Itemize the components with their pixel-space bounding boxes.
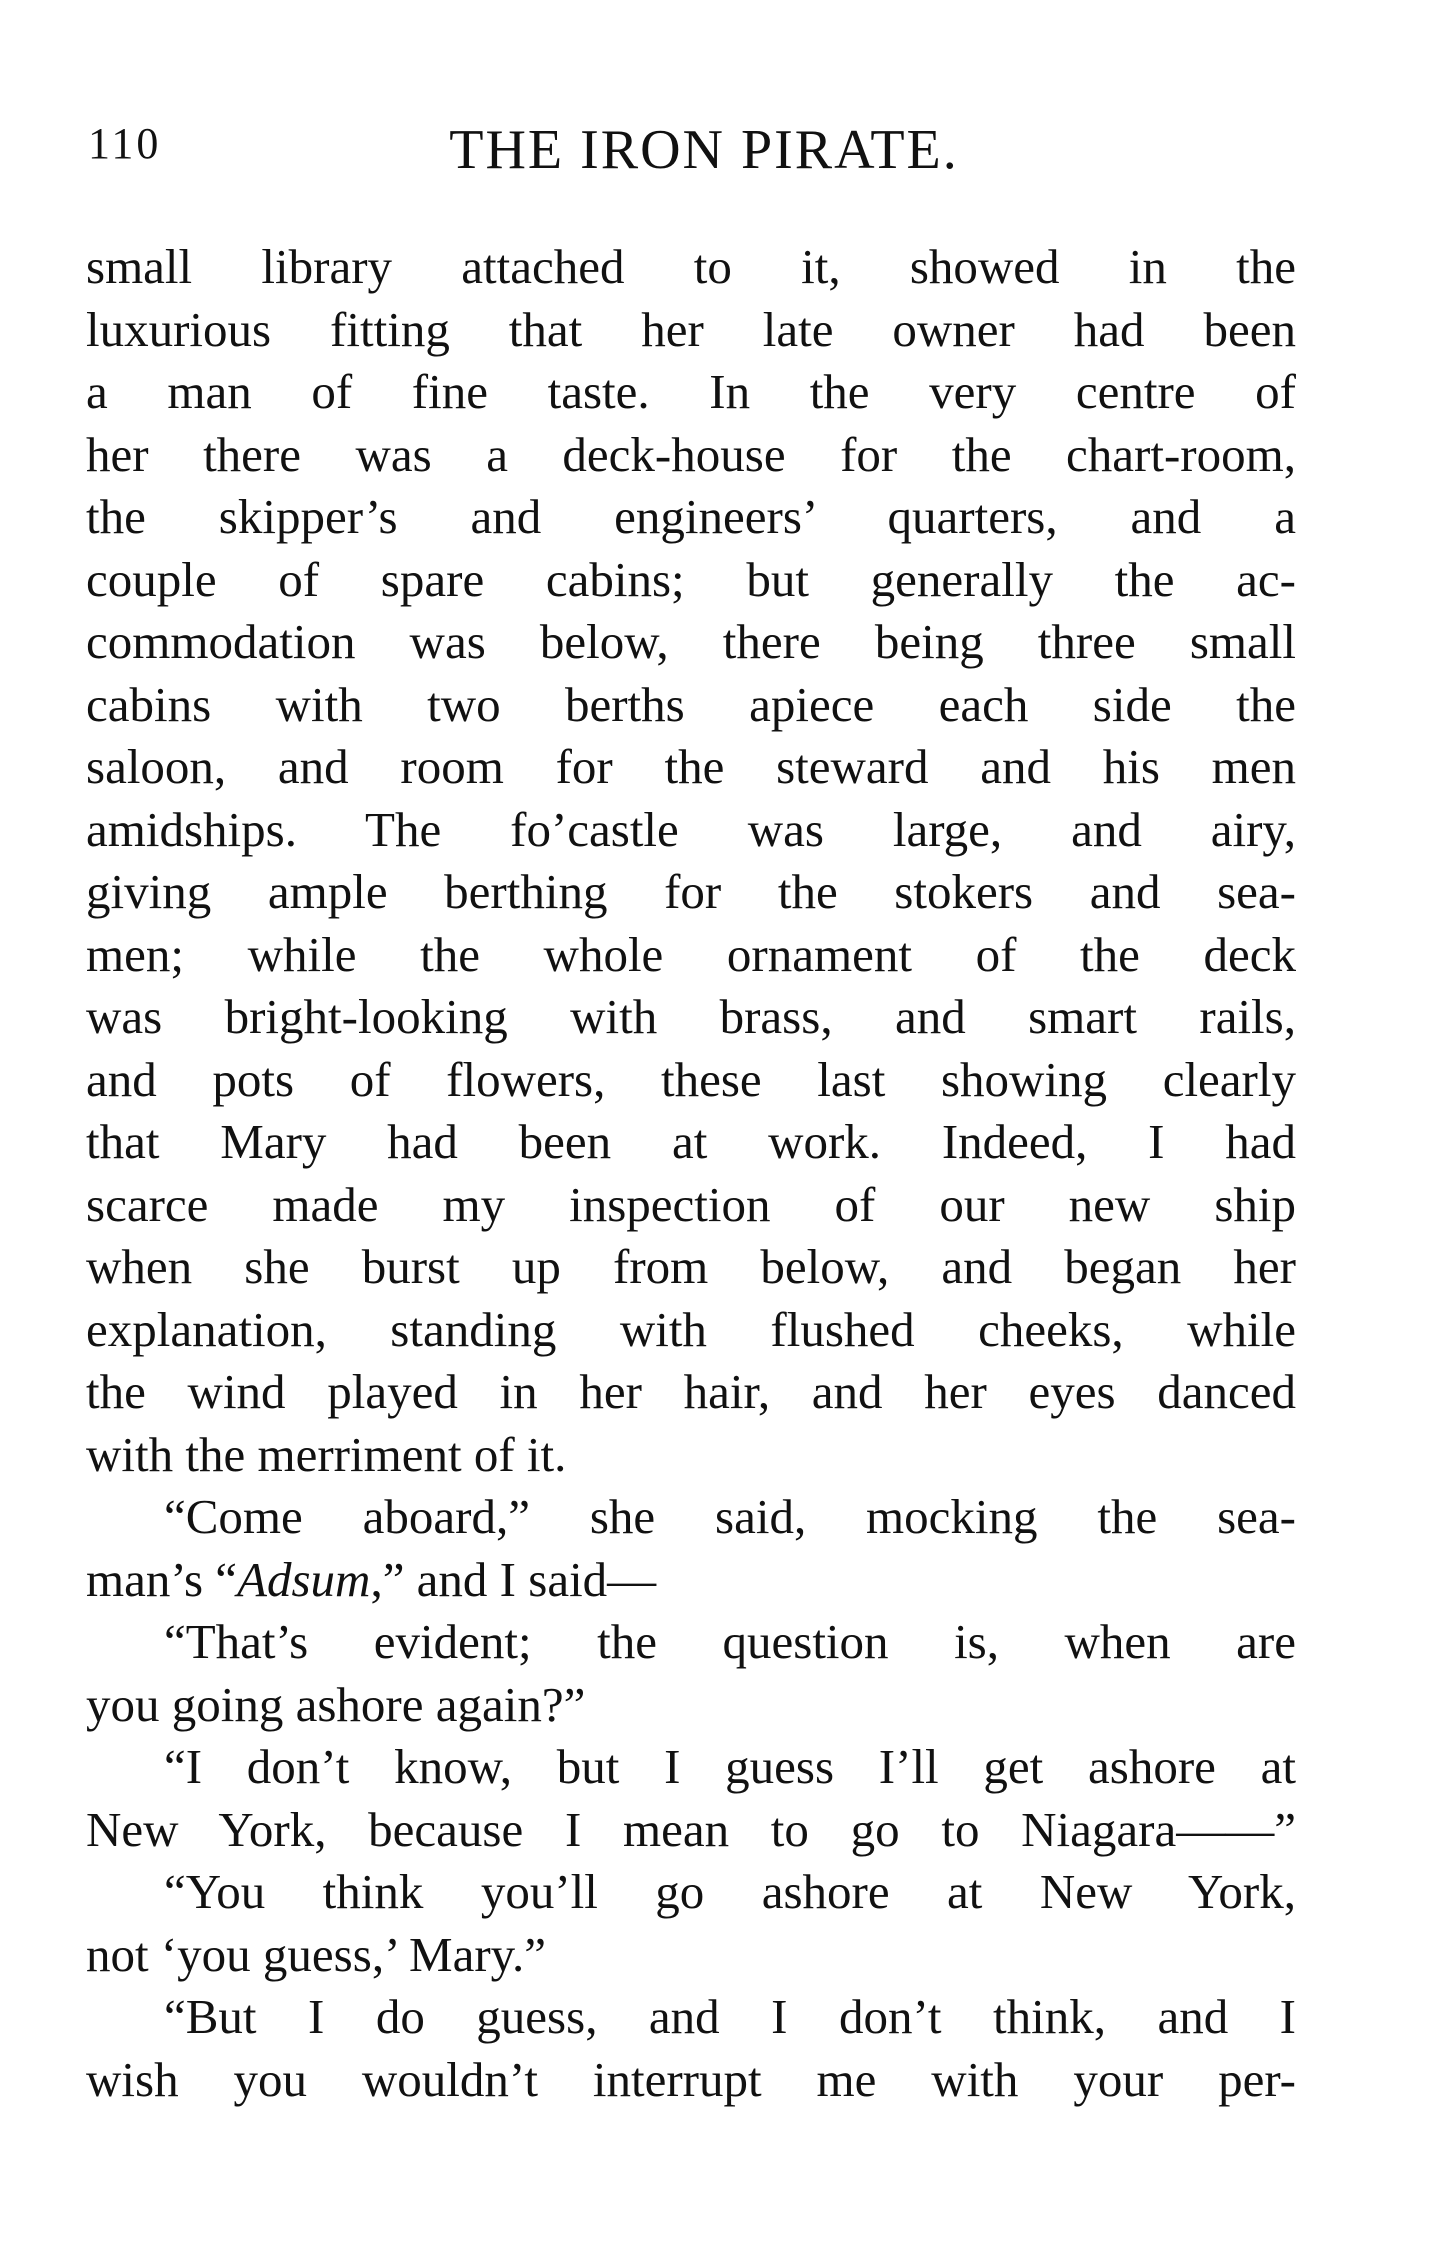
text-line: a man of fine taste. In the very centre of: [86, 364, 1296, 419]
text-line: “That’s evident; the question is, when are: [164, 1614, 1296, 1669]
text-run: ,” and I said—: [370, 1551, 657, 1607]
text-line: commodation was below, there being three small: [86, 614, 1296, 669]
text-line: scarce made my inspection of our new ship: [86, 1176, 1296, 1232]
text-line: that Mary had been at work. Indeed, I had: [86, 1114, 1296, 1169]
text-line: and pots of flowers, these last showing clearly: [86, 1051, 1296, 1107]
text-line: New York, because I mean to go to Niagara——”: [86, 1801, 1296, 1857]
page-header: [88, 118, 1280, 188]
text-line: her there was a deck-house for the chart-room,: [86, 426, 1296, 482]
text-line: explanation, standing with flushed cheeks, while: [86, 1301, 1296, 1357]
text-line: was bright-looking with brass, and smart rails,: [86, 989, 1296, 1044]
text-line: not ‘you guess,’ Mary.”: [86, 1926, 546, 1982]
text-run: man’s “: [86, 1551, 238, 1607]
text-line: the wind played in her hair, and her eyes danced: [86, 1364, 1296, 1419]
running-title: THE IRON PIRATE.: [449, 119, 959, 181]
page-number: 110: [88, 119, 162, 168]
text-line: couple of spare cabins; but generally the ac-: [86, 551, 1296, 607]
text-line: with the merriment of it.: [86, 1426, 567, 1482]
text-line: cabins with two berths apiece each side the: [86, 676, 1296, 732]
text-line: you going ashore again?”: [86, 1676, 586, 1732]
text-line: saloon, and room for the steward and his men: [86, 739, 1296, 794]
text-line: luxurious fitting that her late owner had been: [86, 301, 1296, 357]
text-line: men; while the whole ornament of the deck: [86, 926, 1296, 982]
text-line: “But I do guess, and I don’t think, and I: [164, 1989, 1296, 2044]
text-line: “I don’t know, but I guess I’ll get ashore at: [164, 1739, 1296, 1794]
text-line: when she burst up from below, and began her: [86, 1239, 1296, 1294]
text-line: wish you wouldn’t interrupt me with your per-: [86, 2051, 1296, 2107]
text-line: “Come aboard,” she said, mocking the sea-: [164, 1489, 1296, 1544]
text-line: “You think you’ll go ashore at New York,: [164, 1864, 1296, 1919]
body-text: [86, 236, 1296, 2111]
text-line: amidships. The fo’castle was large, and airy,: [86, 801, 1296, 857]
italic-word: Adsum: [237, 1551, 371, 1607]
text-line: small library attached to it, showed in the: [86, 239, 1296, 294]
text-line: giving ample berthing for the stokers and sea-: [86, 864, 1296, 919]
text-line: [86, 1549, 1296, 1612]
text-line: the skipper’s and engineers’ quarters, and a: [86, 489, 1296, 544]
